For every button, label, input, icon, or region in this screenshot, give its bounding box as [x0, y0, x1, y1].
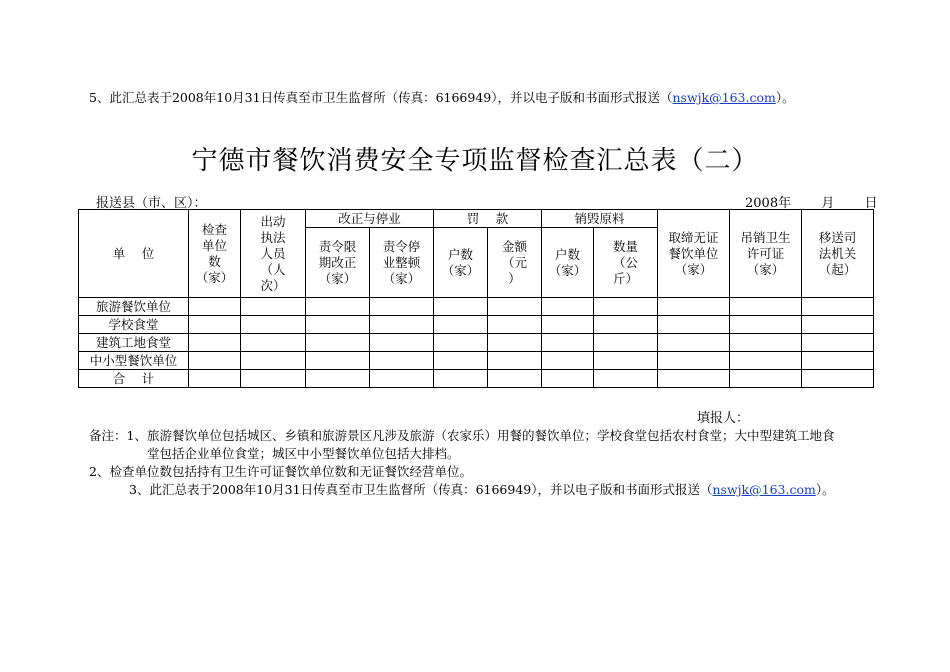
table-cell[interactable] [542, 334, 594, 352]
table-cell[interactable] [802, 334, 874, 352]
row-label-total: 合 计 [79, 370, 189, 388]
table-cell[interactable] [594, 370, 658, 388]
remark-1: 备注：1、旅游餐饮单位包括城区、乡镇和旅游景区凡涉及旅游（农家乐）用餐的餐饮单位；学校食堂包括农村食堂；大中型建筑工地食 [89, 428, 835, 443]
table-cell[interactable] [802, 352, 874, 370]
header-personnel: 出动 执法 人员 （人 次） [241, 210, 306, 298]
report-date-day: 日 [864, 196, 878, 211]
header-inspected: 检查 单位 数 （家） [189, 210, 241, 298]
table-cell[interactable] [488, 334, 542, 352]
top-note [89, 88, 795, 106]
table-row [79, 298, 874, 316]
table-cell[interactable] [370, 334, 434, 352]
table-cell[interactable] [594, 298, 658, 316]
table-row [79, 370, 874, 388]
header-fine-amount: 金额 （元 ） [488, 228, 542, 298]
table-cell[interactable] [488, 352, 542, 370]
table-cell[interactable] [434, 298, 488, 316]
table-row [79, 316, 874, 334]
table-cell[interactable] [542, 370, 594, 388]
table-cell[interactable] [658, 298, 730, 316]
table-cell[interactable] [189, 298, 241, 316]
table-cell[interactable] [488, 316, 542, 334]
header-unit: 单 位 [79, 210, 189, 298]
report-county-label: 报送县（市、区）： [96, 196, 207, 211]
table-cell[interactable] [370, 370, 434, 388]
row-label: 建筑工地食堂 [79, 334, 189, 352]
page-title: 宁德市餐饮消费安全专项监督检查汇总表（二） [191, 146, 759, 176]
top-note-email-link[interactable]: nswjk@163.com [672, 90, 776, 105]
header-destroy-households: 户数 （家） [542, 228, 594, 298]
table-cell[interactable] [594, 352, 658, 370]
table-cell[interactable] [370, 316, 434, 334]
table-cell[interactable] [189, 316, 241, 334]
table-cell[interactable] [241, 316, 306, 334]
table-cell[interactable] [241, 370, 306, 388]
header-suspend-order: 责令停 业整顿 （家） [370, 228, 434, 298]
table-cell[interactable] [542, 352, 594, 370]
table-cell[interactable] [370, 298, 434, 316]
table-cell[interactable] [542, 298, 594, 316]
header-transfer-judicial: 移送司 法机关 （起） [802, 210, 874, 298]
remark-3-email-link[interactable]: nswjk@163.com [712, 482, 816, 497]
table-cell[interactable] [189, 334, 241, 352]
table-cell[interactable] [658, 316, 730, 334]
table-cell[interactable] [306, 370, 370, 388]
summary-table [78, 209, 874, 388]
remark-3 [129, 480, 835, 498]
table-cell[interactable] [306, 316, 370, 334]
table-cell[interactable] [306, 334, 370, 352]
table-cell[interactable] [730, 298, 802, 316]
table-row [79, 352, 874, 370]
table-cell[interactable] [434, 316, 488, 334]
table-cell[interactable] [189, 370, 241, 388]
filler-label: 填报人： [697, 411, 750, 426]
header-rectify-group: 改正与停业 [306, 210, 434, 228]
table-cell[interactable] [306, 352, 370, 370]
remark-1-continued: 堂包括企业单位食堂；城区中小型餐饮单位包括大排档。 [147, 446, 460, 461]
top-note-prefix: 5、此汇总表于2008年10月31日传真至市卫生监督所（传真：6166949），并以电子版和书面形式报送（ [89, 90, 673, 105]
table-cell[interactable] [241, 352, 306, 370]
header-fine-group: 罚 款 [434, 210, 542, 228]
header-destroy-group: 销毁原料 [542, 210, 658, 228]
header-revoke-license: 吊销卫生 许可证 （家） [730, 210, 802, 298]
header-rectify-order: 责令限 期改正 （家） [306, 228, 370, 298]
top-note-suffix: ）。 [775, 90, 795, 105]
table-cell[interactable] [488, 298, 542, 316]
report-date-year: 2008年 [745, 196, 792, 211]
table-cell[interactable] [594, 316, 658, 334]
remark-3-prefix: 3、此汇总表于2008年10月31日传真至市卫生监督所（传真：6166949），并以电子版和书面形式报送（ [129, 482, 713, 497]
table-cell[interactable] [802, 370, 874, 388]
table-cell[interactable] [658, 334, 730, 352]
header-ban-unlicensed: 取缔无证 餐饮单位 （家） [658, 210, 730, 298]
remark-3-suffix: ）。 [815, 482, 835, 497]
table-cell[interactable] [241, 298, 306, 316]
table-cell[interactable] [306, 298, 370, 316]
table-cell[interactable] [370, 352, 434, 370]
row-label: 学校食堂 [79, 316, 189, 334]
table-cell[interactable] [594, 334, 658, 352]
table-cell[interactable] [802, 298, 874, 316]
report-date-month: 月 [821, 196, 835, 211]
table-cell[interactable] [802, 316, 874, 334]
header-fine-households: 户数 （家） [434, 228, 488, 298]
table-cell[interactable] [730, 334, 802, 352]
table-cell[interactable] [241, 334, 306, 352]
table-cell[interactable] [730, 316, 802, 334]
table-cell[interactable] [730, 352, 802, 370]
remark-2: 2、检查单位数包括持有卫生许可证餐饮单位数和无证餐饮经营单位。 [89, 464, 472, 479]
row-label: 旅游餐饮单位 [79, 298, 189, 316]
row-label: 中小型餐饮单位 [79, 352, 189, 370]
table-cell[interactable] [434, 352, 488, 370]
table-cell[interactable] [434, 334, 488, 352]
table-cell[interactable] [730, 370, 802, 388]
table-cell[interactable] [488, 370, 542, 388]
table-row [79, 334, 874, 352]
table-cell[interactable] [658, 370, 730, 388]
table-cell[interactable] [189, 352, 241, 370]
table-cell[interactable] [658, 352, 730, 370]
header-destroy-qty: 数量 （公 斤） [594, 228, 658, 298]
table-cell[interactable] [434, 370, 488, 388]
table-cell[interactable] [542, 316, 594, 334]
